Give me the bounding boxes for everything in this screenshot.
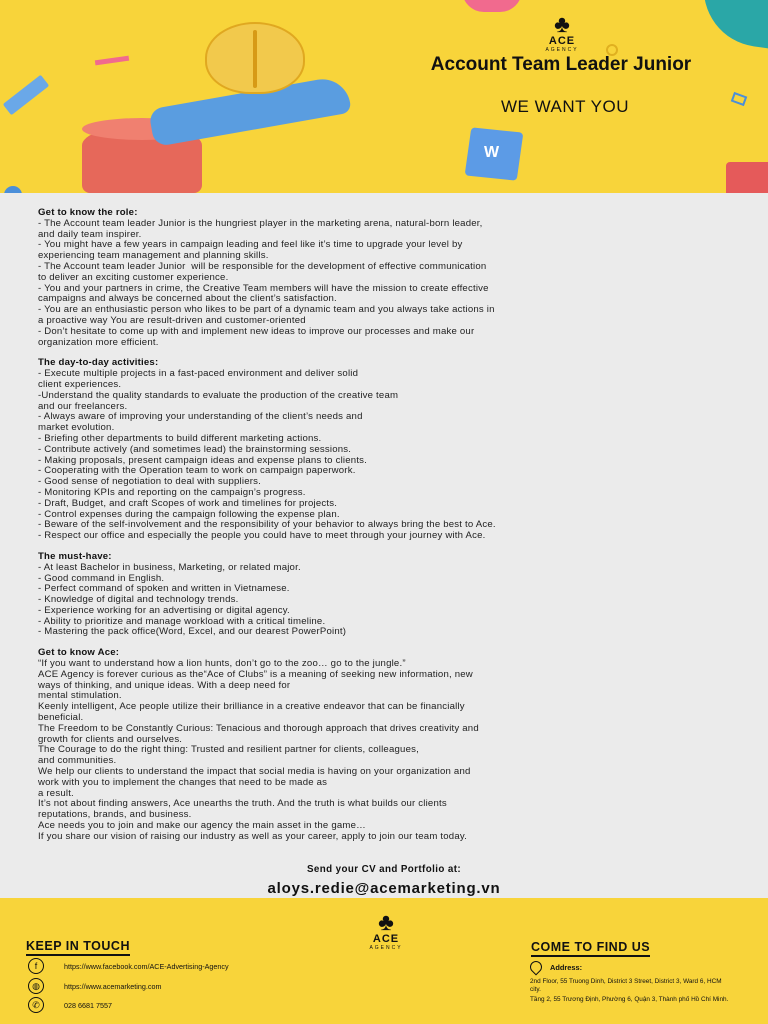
- section-line: Ace needs you to join and make our agency the main asset in the game…: [38, 820, 366, 832]
- section-line: Keenly intelligent, Ace people utilize their brilliance in a creative endeavor that can be financially: [38, 701, 465, 713]
- section-line: campaigns and always be concerned about the client’s satisfaction.: [38, 293, 337, 305]
- section-line: mental stimulation.: [38, 690, 122, 702]
- powerpoint-icon: [726, 162, 768, 193]
- section-line: - Briefing other departments to build different marketing actions.: [38, 432, 322, 444]
- section-line: beneficial.: [38, 712, 84, 724]
- section-title: Get to know the role:: [38, 207, 138, 218]
- section-line: organization more efficient.: [38, 336, 159, 348]
- section-line: experiencing team management and planning skills.: [38, 250, 269, 262]
- footer-ace-logo: [362, 909, 410, 951]
- find-us-heading: COME TO FIND US: [531, 940, 650, 957]
- dot-decoration: [4, 186, 22, 193]
- section-2: [38, 552, 734, 638]
- section-0: [38, 208, 734, 348]
- hero-banner: [0, 0, 768, 193]
- blob-decoration: [462, 0, 522, 12]
- section-line: - You might have a few years in campaign leading and feel like it’s time to upgrade your level by: [38, 239, 463, 251]
- phone-number[interactable]: 028 6681 7557: [64, 1000, 112, 1010]
- logo-name: ACE: [372, 933, 400, 945]
- hero-subtitle: WE WANT YOU: [501, 97, 629, 116]
- section-line: - Good command in English.: [38, 572, 165, 584]
- section-line: - Respect our office and especially the people you could have to meet through your journey with Ace.: [38, 530, 486, 542]
- section-line: - Draft, Budget, and craft Scopes of work and timelines for projects.: [38, 497, 338, 509]
- address-english: 2nd Floor, 55 Truong Dinh, District 3 Street, District 3, Ward 6, HCM city.: [530, 978, 722, 994]
- section-line: reputations, brands, and business.: [38, 809, 192, 821]
- section-line: and daily team inspirer.: [38, 228, 142, 240]
- section-line: and our freelancers.: [38, 400, 128, 412]
- facebook-link[interactable]: https://www.facebook.com/ACE-Advertising-Agency: [64, 961, 229, 971]
- section-line: - Beware of the self-involvement and the responsibility of your behavior to always bring the best to Ace.: [38, 519, 496, 531]
- section-title: The day-to-day activities:: [38, 357, 159, 369]
- brain-illustration: [205, 22, 305, 94]
- website-row[interactable]: [28, 978, 161, 994]
- contact-email-link[interactable]: aloys.redie@acemarketing.vn: [267, 880, 501, 897]
- facebook-icon: f: [28, 958, 44, 974]
- diamond-decoration: [731, 92, 748, 106]
- section-line: - The Account team leader Junior is the hungriest player in the marketing arena, natural-born leader,: [38, 217, 483, 229]
- address-heading: [530, 961, 582, 973]
- section-line: and communities.: [38, 755, 117, 767]
- logo-sub: AGENCY: [369, 945, 403, 951]
- address-label: Address:: [550, 962, 583, 972]
- section-line: to deliver an exciting customer experience.: [38, 271, 229, 283]
- section-line: - Monitoring KPIs and reporting on the campaign’s progress.: [38, 486, 306, 498]
- section-line: It’s not about finding answers, Ace unearths the truth. And the truth is what builds our clients: [38, 798, 447, 810]
- section-line: growth for clients and ourselves.: [38, 733, 183, 745]
- section-line: - Contribute actively (and sometimes lead) the brainstorming sessions.: [38, 443, 352, 455]
- section-line: - Cooperating with the Operation team to work on campaign paperwork.: [38, 465, 356, 477]
- ace-logo: [538, 11, 586, 53]
- section-line: - You and your partners in crime, the Creative Team members will have the mission to create effective: [38, 282, 489, 294]
- job-description: [38, 208, 734, 853]
- phone-icon: ✆: [28, 997, 44, 1013]
- section-line: “If you want to understand how a lion hunts, don’t go to the zoo… go to the jungle.”: [38, 658, 406, 670]
- section-line: a result.: [38, 787, 74, 799]
- section-line: - Perfect command of spoken and written in Vietnamese.: [38, 583, 290, 595]
- section-line: - Good sense of negotiation to deal with suppliers.: [38, 476, 261, 488]
- section-line: The Courage to do the right thing: Trusted and resilient partner for clients, colleagues,: [38, 744, 419, 756]
- leaf-decoration: [696, 0, 768, 49]
- section-line: - Ability to prioritize and manage workload with a critical timeline.: [38, 615, 326, 627]
- section-line: work with you to implement the changes that need to be made as: [38, 776, 328, 788]
- section-line: - Execute multiple projects in a fast-paced environment and deliver solid: [38, 368, 359, 380]
- facebook-row[interactable]: [28, 958, 229, 974]
- website-link[interactable]: https://www.acemarketing.com: [64, 981, 162, 991]
- section-line: If you share our vision of raising our industry as well as your career, apply to join our team today.: [38, 830, 468, 842]
- cube-letter: W: [484, 144, 500, 161]
- logo-sub: AGENCY: [545, 47, 579, 53]
- section-line: ways of thinking, and unique ideas. With a deep need for: [38, 679, 291, 691]
- section-line: market evolution.: [38, 422, 115, 434]
- section-line: - At least Bachelor in business, Marketing, or related major.: [38, 561, 301, 573]
- logo-name: ACE: [548, 35, 576, 47]
- section-line: - Always aware of improving your understanding of the client’s needs and: [38, 411, 363, 423]
- section-line: ACE Agency is forever curious as the“Ace of Clubs” is a meaning of seeking new information, new: [38, 668, 473, 680]
- section-line: - Don’t hesitate to come up with and implement new ideas to improve our processes and make our: [38, 325, 475, 337]
- ruler-decoration: [3, 75, 49, 116]
- section-line: -Understand the quality standards to evaluate the production of the creative team: [38, 389, 399, 401]
- section-line: - The Account team leader Junior will be responsible for the development of effective communication: [38, 260, 487, 272]
- address-vietnamese: Tầng 2, 55 Trương Định, Phường 6, Quận 3, Thành phố Hồ Chí Minh.: [530, 996, 729, 1003]
- section-line: a proactive way You are result-driven and customer-oriented: [38, 314, 306, 326]
- section-line: - You are an enthusiastic person who likes to be part of a dynamic team and you always take actions in: [38, 304, 495, 316]
- call-to-action: [0, 864, 768, 897]
- section-line: - Making proposals, present campaign ideas and expense plans to clients.: [38, 454, 368, 466]
- section-line: - Knowledge of digital and technology trends.: [38, 594, 239, 606]
- cta-label: Send your CV and Portfolio at:: [306, 864, 462, 875]
- keep-in-touch-heading: KEEP IN TOUCH: [26, 939, 130, 956]
- section-title: Get to know Ace:: [38, 647, 120, 659]
- job-title: Account Team Leader Junior: [430, 54, 692, 75]
- phone-row[interactable]: [28, 997, 112, 1013]
- globe-icon: ◍: [28, 978, 44, 994]
- section-line: - Experience working for an advertising or digital agency.: [38, 604, 290, 616]
- section-line: client experiences.: [38, 378, 122, 390]
- section-line: - Mastering the pack office(Word, Excel, and our dearest PowerPoint): [38, 626, 347, 638]
- club-icon: ♣: [378, 909, 394, 936]
- pencil-decoration: [95, 56, 129, 66]
- section-line: The Freedom to be Constantly Curious: Tenacious and thorough approach that drives creativity and: [38, 722, 479, 734]
- section-title: The must-have:: [38, 550, 112, 562]
- map-pin-icon: [528, 959, 545, 976]
- section-line: We help our clients to understand the impact that social media is having on your organization and: [38, 766, 471, 778]
- section-line: - Control expenses during the campaign following the expense plan.: [38, 508, 340, 520]
- section-3: [38, 648, 734, 842]
- club-icon: ♣: [554, 11, 570, 38]
- section-1: [38, 358, 734, 542]
